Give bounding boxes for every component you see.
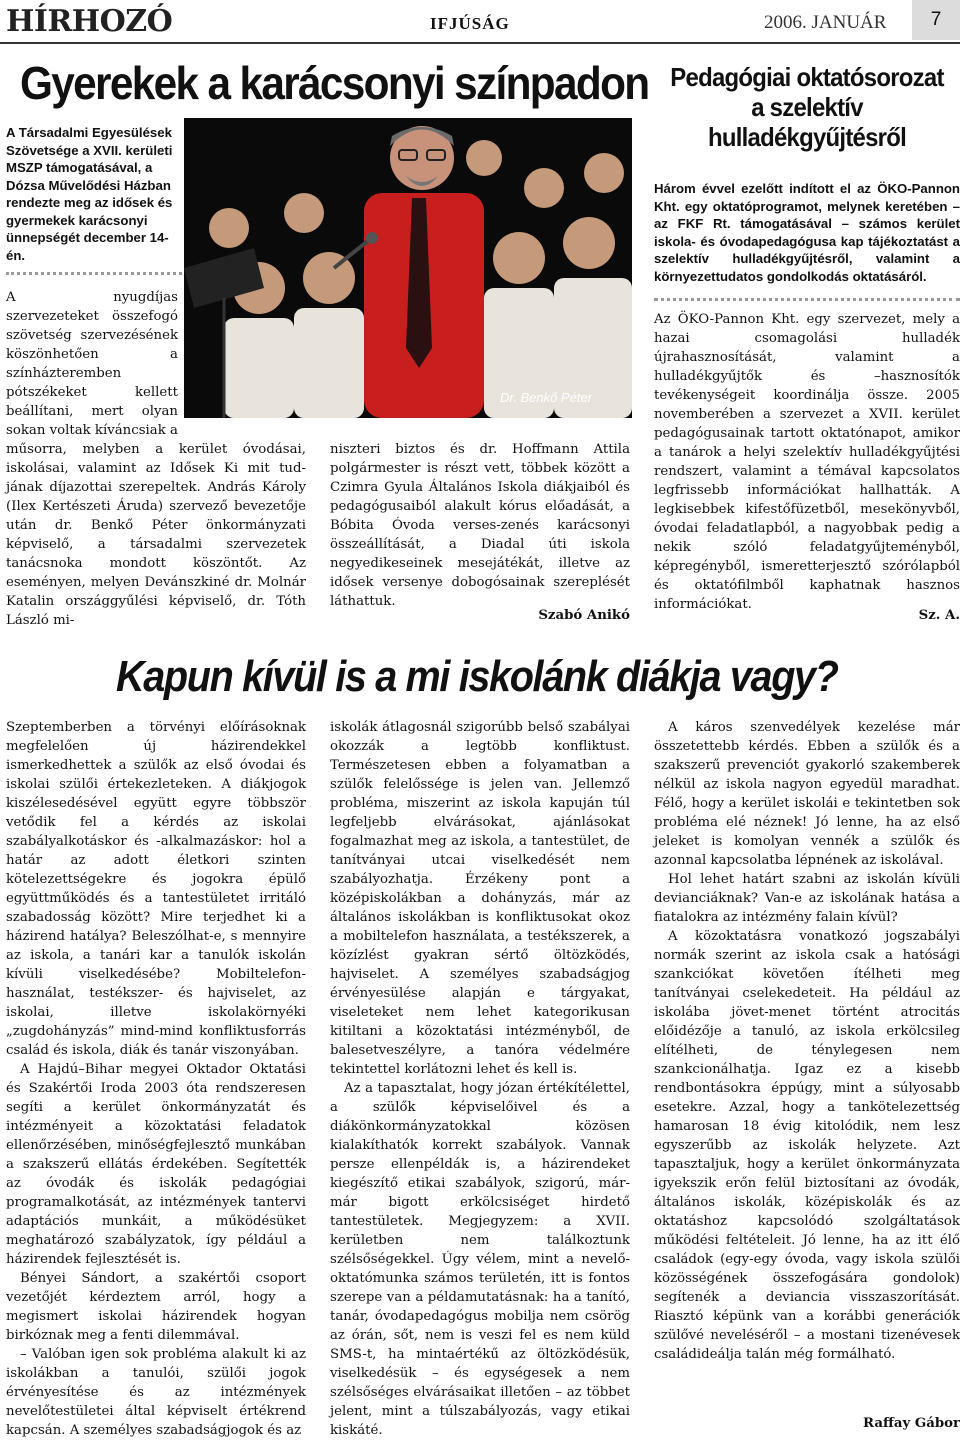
- lead-divider: [6, 272, 182, 275]
- article3-column-1: Szeptemberben a törvényi előírásoknak megfelelően új házirendekkel ismerkedhettek a szülők az első óvodai és iskolai szülői értekezleteken. A diákjogok kiszélesedésével együtt egyre többször vetődik fel a kérdés az iskolai szabályalkotáskor és -alkalmazáskor: hol a határ az adott életkori szinten kötelezettségekre és jogokra épülő együttműködés és a tantestületet irritáló szabadosság között? Mire terjedhet ki a házirend hatálya? Beleszólhat-e, s mennyire az iskola, a tanári kar a tanulók iskolán kívüli viselkedésébe? Mobiltelefon-használat, testékszer- és hajviselet, az iskolai, illetve iskolakörnyéki „zugdohányzás” mind-mind konfliktusforrás család és iskola, diák és tanár viszonyában. A Hajdú–Bihar megyei Oktador Oktatási és Szakértői Iroda 2003 óta rendszeresen segíti a kerület önkormányzatát és intézményeit a közoktatási feladatok ellenőrzésében, minőségfejlesztő munkában a szakszerű ellátás érdekében. Segítették az óvodák és iskolák pedagógiai programalkotását, az intézmények tantervi adaptációs munkáit, a működésüket meghatározó szabályzatok, így például a házirendek fejlesztését is. Bényei Sándort, a szakértői csoport vezetőjét kérdeztem arról, hogy a megismert iskolai házirendek hogyan birkóznak meg a fenti dilemmával. – Valóban igen sok probléma alakult ki az iskolákban a tanulói, szülői jogok érvényesítése és az intézmények nevelőtestületei által képviselt értékrend kapcsán. A személyes szabadságjogok és az: [6, 720, 306, 1438]
- article1-author: Szabó Anikó: [538, 608, 630, 623]
- photo-illustration: [184, 118, 632, 418]
- article1-body-a: A nyugdíjas szervezeteket összefogó szövetség szervezésének köszönhetően a színházteremben pótszékeket kellett beállítani, mert olyan sokan voltak kíváncsiak a: [6, 290, 178, 438]
- masthead-logo: HÍRHOZÓ: [6, 4, 173, 39]
- article2-title: Pedagógiai oktatósorozat a szelektív hulladékgyűjtésről: [670, 62, 944, 152]
- photo-caption: Dr. Benkő Péter: [500, 390, 593, 405]
- article1-title: Gyerekek a karácsonyi színpadon: [20, 57, 649, 109]
- article1-body-b: műsorra, melyben a kerület óvodásai, iskolásai, valamint az Idősek Ki mit tud-jának díjazottai szerepeltek. András Károly (Ilex Kertészeti Áruda) szervező bevezetője után dr. Benkő Péter önkormányzati képviselő, a társadalmi szervezetek tanácsnoka mondott köszöntőt. Az eseményen, melyen Devánszkiné dr. Molnár Katalin országgyűlési képviselő, dr. Tóth László mi-: [6, 442, 306, 628]
- page-number: 7: [912, 0, 960, 40]
- article1-lead: A Társadalmi Egyesülések Szövetsége a XVII. kerületi MSZP támogatásával, a Dózsa Művelődési Házban rendezte meg az idősek és gyermekek karácsonyi ünnepségét december 14-én.: [6, 125, 173, 263]
- article3-author: Raffay Gábor: [863, 1416, 960, 1431]
- article2-body: Az ÖKO-Pannon Kht. egy szervezet, mely a hazai csomagolási hulladék újrahasznosítását, valamint a hulladékgyűjtők és –hasznosítók tevékenységeit koordinálja össze. 2005 novemberében a szervezet a XVII. kerület pedagógusainak tartott oktatónapot, amikor a tanárok a helyi szelektív hulladékgyűjtési rendszert, valamint a témával kapcsolatos legfrissebb információkat hallhatták. A legkisebbek kifestőfüzetből, mesekönyvből, óvodai feladatlapból, a nagyobbak pedig a nekik szóló feladatgyűjteményből, képregényből, ismeretterjesztő szórólapból és oktatófilmből kaphatnak hasznos információkat.: [654, 312, 960, 612]
- article2-author: Sz. A.: [918, 608, 960, 623]
- article3-column-2: iskolák átlagosnál szigorúbb belső szabályai okozzák a legtöbb konfliktust. Természetesen ebben a folyamatban a szülők felelőssége is jelen van. Jellemző probléma, miszerint az iskola kapuján túl legfeljebb elvárásokat, ajánlásokat fogalmazhat meg az iskola, a tantestület, de tanítványai utcai viselkedését nem szabályozhatja. Érzékeny pont a középiskolákban a dohányzás, már az általános iskolákban is konfliktusokat okoz a mobiltelefon használata, a testékszerek, a közízlést gyakran sértő öltözködés, hajviselet. A személyes szabadságjog érvényesülése alapján e tárgyakat, viseleteket nem lehet kategorikusan kitiltani a közoktatási intézményből, de balesetveszélyre, a tanóra védelmére tekintettel korlátozni lehet és kell is. Az a tapasztalat, hogy józan értékítélettel, a szülők képviselőivel és a diákönkormányzatokkal közösen kialakíthatók korrekt szabályok. Vannak persze ellenpéldák is, a házirendeket kiegészítő etikai szabályok, szigorú, már-már bigott erkölcsiséget hirdető tantestületek. Megjegyzem: a XVII. kerületben nem találkoztunk szélsőségekkel. Úgy vélem, mint a nevelő-oktatómunka számos területén, itt is fontos szerepe van a példamutatásnak: ha a tanító, tanár, óvodapedagógus mobilja nem csörög az órán, sőt, nem is veszi fel es nem küld SMS-t, ha mintaértékű az öltözködésük, viselkedésük – és egységesek a nem szélsőséges elvárásaikat illetően – az többet jelent, mint a túlszabályozás, vagy etikai kiskáté.: [330, 720, 630, 1438]
- section-title: IFJÚSÁG: [430, 14, 510, 33]
- lead-divider: [654, 298, 960, 301]
- article3-title: Kapun kívül is a mi iskolánk diákja vagy?: [116, 652, 838, 701]
- issue-date: 2006. JANUÁR: [764, 12, 887, 33]
- article3-column-3: A káros szenvedélyek kezelése már összetettebb kérdés. Ebben a szülők és a szakszerű prevenciót gyakorló szakemberek nélkül az iskola nagyon egyedül maradhat. Félő, hogy a kerület iskolái e tekintetben sok probléma elé néznek! Jó lenne, ha az első jeleket is komolyan vennék a szülők és azonnal kapcsolatba lépnének az iskolával. Hol lehet határt szabni az iskolán kívüli devianciáknak? Van-e az iskolának hatása a fiatalokra az intézmény falain kívül? A közoktatásra vonatkozó jogszabályi normák szerint az iskola csak a hatósági szankciókat követően ítélheti meg tanítványai cselekedeteit. Ha például az iskolába jövet-menet történt atrocitás előidézője a tanuló, az iskola erkölcsileg elítélheti, de ténylegesen nem szankcionálhatja. Igaz ez a kisebb rendbontásokra éppúgy, mint a súlyosabb esetekre. Azzal, hogy a tankötelezettség hamarosan 18 évig kitolódik, nem lesz egyszerűbb az iskolák helyzete. Azt tapasztaljuk, hogy a kerület önkormányzata igyekszik erőn felül biztosítani az óvodák, általános iskolák, középiskolák és az oktatáshoz kapcsolódó szolgáltatások működési feltételeit. Jó lenne, ha az itt élő családok (egy-egy óvoda, vagy iskola szülői közösségének összefogására gondolok) segítenék a deviancia visszaszorítását. Riasztó képünk van a korábbi generációk szülővé neveléséről – a mostani tizenévesek családideálja talán még formálható.: [654, 720, 960, 1362]
- header-rule: [0, 42, 960, 44]
- article2-lead: Három évvel ezelőtt indított el az ÖKO-Pannon Kht. egy oktatóprogramot, melynek keretében – az FKF Rt. támogatásával – számos kerület iskola- és óvodapedagógusa kap tájékoztatást a szelektív hulladékgyűjtésről, valamint a környezettudatos gondolkodás oktatásáról.: [654, 181, 960, 284]
- choir-photo: [184, 118, 632, 418]
- article1-body-c: niszteri biztos és dr. Hoffmann Attila polgármester is részt vett, többek között a Czimra Gyula Általános Iskola diákjaiból és pedagógusaiból alakult kórus előadását, a Bóbita Óvoda verses-zenés karácsonyi összeállítását, a Diadal úti iskola negyedikeseinek mesejátékát, illetve az idősek versenye dobogósainak szereplését láthattuk.: [330, 442, 630, 609]
